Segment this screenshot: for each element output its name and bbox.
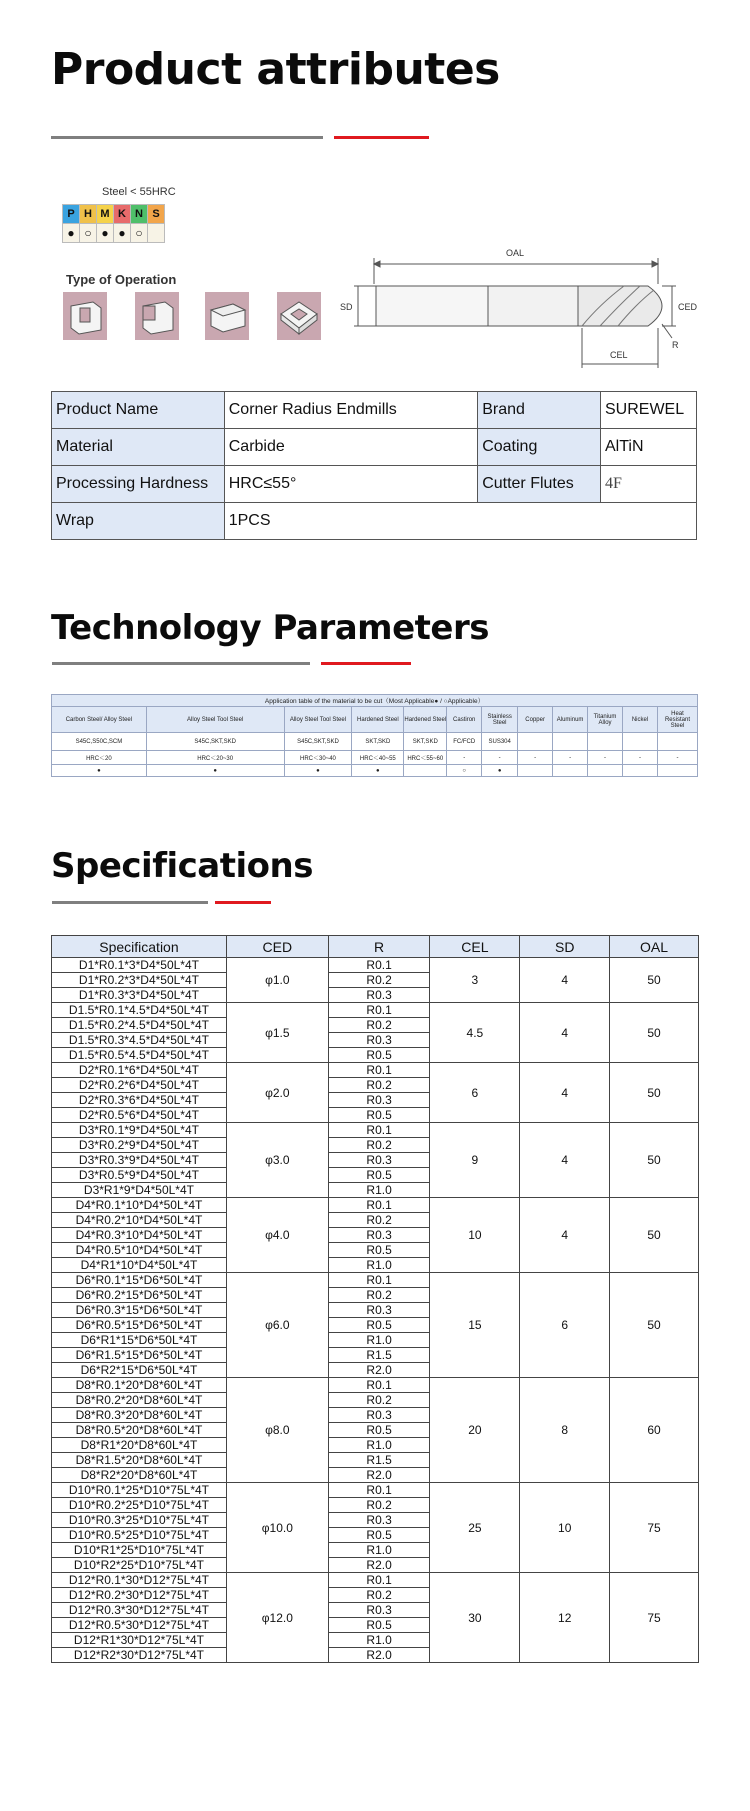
attributes-underline-red [334,136,429,139]
spec-cell-specification: D3*R0.2*9*D4*50L*4T [52,1138,227,1153]
spec-cell-specification: D1.5*R0.5*4.5*D4*50L*4T [52,1048,227,1063]
spec-row [52,1123,699,1138]
r-label: R [672,340,679,350]
application-cell: S45C,S50C,SCM [52,733,147,751]
application-cell [518,733,553,751]
application-header-cell: Titanium Alloy [588,707,623,733]
technology-underline-red [321,662,411,665]
attr-label: Wrap [52,503,225,540]
spec-cell-r: R0.2 [328,1078,430,1093]
spec-cell-r: R0.3 [328,988,430,1003]
spec-cell-r: R0.1 [328,1483,430,1498]
attr-value: Carbide [224,429,477,466]
attr-value: SUREWEL [601,392,697,429]
application-cell: - [447,751,482,765]
material-mark [148,224,165,243]
spec-cell-cel: 30 [430,1573,520,1663]
application-cell [657,733,697,751]
application-cell [518,765,553,777]
application-table-caption: Application table of the material to be cut（Most Applicable● / ○Applicable） [52,695,698,707]
spec-cell-r: R0.3 [328,1153,430,1168]
spec-cell-cel: 4.5 [430,1003,520,1063]
spec-cell-r: R0.5 [328,1243,430,1258]
spec-cell-r: R1.5 [328,1348,430,1363]
oal-label: OAL [506,248,525,258]
spec-cell-oal: 75 [610,1483,699,1573]
spec-cell-oal: 50 [610,1123,699,1198]
application-cell: ○ [447,765,482,777]
application-cell [588,765,623,777]
specifications-title: Specifications [51,846,313,886]
spec-cell-specification: D6*R1*15*D6*50L*4T [52,1333,227,1348]
pocket-milling-icon [277,292,321,340]
spec-cell-r: R0.1 [328,1378,430,1393]
application-header-cell: Copper [518,707,553,733]
spec-row [52,1198,699,1213]
material-letter: P [63,205,80,224]
spec-cell-sd: 12 [520,1573,610,1663]
spec-cell-r: R0.2 [328,1288,430,1303]
material-grid [62,204,165,243]
spec-cell-specification: D3*R1*9*D4*50L*4T [52,1183,227,1198]
spec-cell-sd: 8 [520,1378,610,1483]
spec-cell-cel: 10 [430,1198,520,1273]
application-cell: - [553,751,588,765]
spec-cell-r: R1.0 [328,1258,430,1273]
material-letter: N [131,205,148,224]
spec-cell-specification: D6*R0.1*15*D6*50L*4T [52,1273,227,1288]
application-header-cell: Stainless Steel [482,707,518,733]
spec-cell-specification: D2*R0.3*6*D4*50L*4T [52,1093,227,1108]
spec-cell-ced: φ8.0 [226,1378,328,1483]
spec-cell-r: R1.0 [328,1183,430,1198]
attr-label: Material [52,429,225,466]
spec-cell-oal: 50 [610,1273,699,1378]
spec-column-header: CED [226,936,328,958]
application-cell: SKT,SKD [352,733,404,751]
spec-cell-specification: D10*R2*25*D10*75L*4T [52,1558,227,1573]
spec-cell-specification: D8*R0.1*20*D8*60L*4T [52,1378,227,1393]
application-cell: ● [482,765,518,777]
material-letter: H [80,205,97,224]
spec-row [52,1483,699,1498]
spec-cell-r: R0.5 [328,1318,430,1333]
spec-cell-ced: φ1.5 [226,1003,328,1063]
spec-column-header: R [328,936,430,958]
spec-cell-specification: D3*R0.1*9*D4*50L*4T [52,1123,227,1138]
spec-cell-r: R0.5 [328,1528,430,1543]
spec-cell-r: R0.3 [328,1513,430,1528]
spec-cell-r: R0.3 [328,1603,430,1618]
attr-row [52,429,697,466]
application-cell: - [657,751,697,765]
attributes-title: Product attributes [51,44,500,95]
specifications-underline-gray [52,901,208,904]
attributes-table [51,391,697,540]
spec-cell-cel: 20 [430,1378,520,1483]
cel-label: CEL [610,350,628,360]
application-header-cell: Hardened Steel [352,707,404,733]
spec-cell-r: R0.1 [328,1273,430,1288]
attr-label: Coating [478,429,601,466]
operation-title: Type of Operation [66,272,177,287]
attributes-underline-gray [51,136,323,139]
spec-cell-sd: 4 [520,1198,610,1273]
spec-cell-specification: D12*R0.3*30*D12*75L*4T [52,1603,227,1618]
sd-label: SD [340,302,353,312]
attr-row [52,392,697,429]
material-letter: S [148,205,165,224]
application-header-cell: Heat Resistant Steel [657,707,697,733]
spec-row [52,1063,699,1078]
spec-cell-specification: D12*R0.1*30*D12*75L*4T [52,1573,227,1588]
application-cell [657,765,697,777]
spec-cell-specification: D2*R0.2*6*D4*50L*4T [52,1078,227,1093]
spec-cell-r: R0.3 [328,1408,430,1423]
application-header-cell: Carbon Steel/ Alloy Steel [52,707,147,733]
spec-cell-specification: D6*R2*15*D6*50L*4T [52,1363,227,1378]
spec-cell-specification: D1*R0.1*3*D4*50L*4T [52,958,227,973]
application-cell: HRC＜55~60 [404,751,447,765]
spec-cell-ced: φ10.0 [226,1483,328,1573]
spec-row [52,1003,699,1018]
spec-cell-ced: φ12.0 [226,1573,328,1663]
spec-cell-r: R0.1 [328,1573,430,1588]
application-cell: ● [146,765,284,777]
spec-cell-oal: 50 [610,1063,699,1123]
spec-cell-r: R2.0 [328,1468,430,1483]
attr-value: HRC≤55° [224,466,477,503]
application-cell: S45C,SKT,SKD [284,733,352,751]
slotting-icon [63,292,107,340]
spec-cell-ced: φ6.0 [226,1273,328,1378]
spec-cell-cel: 3 [430,958,520,1003]
spec-cell-sd: 4 [520,1123,610,1198]
attr-label: Cutter Flutes [478,466,601,503]
spec-cell-specification: D1.5*R0.2*4.5*D4*50L*4T [52,1018,227,1033]
spec-cell-oal: 60 [610,1378,699,1483]
spec-cell-specification: D6*R0.5*15*D6*50L*4T [52,1318,227,1333]
spec-cell-r: R0.2 [328,1498,430,1513]
application-header-cell: Alloy Steel Tool Steel [146,707,284,733]
spec-row [52,1573,699,1588]
spec-cell-specification: D8*R2*20*D8*60L*4T [52,1468,227,1483]
spec-cell-r: R1.0 [328,1633,430,1648]
spec-cell-r: R2.0 [328,1363,430,1378]
spec-cell-cel: 6 [430,1063,520,1123]
application-cell: FC/FCD [447,733,482,751]
material-mark: ○ [131,224,148,243]
application-header-cell: Aluminum [553,707,588,733]
spec-column-header: SD [520,936,610,958]
spec-cell-specification: D12*R0.2*30*D12*75L*4T [52,1588,227,1603]
spec-cell-r: R0.2 [328,1393,430,1408]
spec-cell-sd: 4 [520,958,610,1003]
application-cell [553,733,588,751]
spec-cell-specification: D1*R0.3*3*D4*50L*4T [52,988,227,1003]
spec-cell-specification: D3*R0.3*9*D4*50L*4T [52,1153,227,1168]
spec-column-header: Specification [52,936,227,958]
spec-cell-oal: 50 [610,1003,699,1063]
spec-cell-r: R0.5 [328,1168,430,1183]
side-milling-icon [135,292,179,340]
spec-cell-r: R0.3 [328,1228,430,1243]
application-cell: SKT,SKD [404,733,447,751]
spec-cell-specification: D1.5*R0.3*4.5*D4*50L*4T [52,1033,227,1048]
face-milling-icon [205,292,249,340]
spec-cell-specification: D8*R0.5*20*D8*60L*4T [52,1423,227,1438]
application-cell: - [623,751,658,765]
spec-cell-r: R0.1 [328,1003,430,1018]
application-cell: HRC＜20~30 [146,751,284,765]
spec-cell-r: R1.0 [328,1333,430,1348]
attr-label: Brand [478,392,601,429]
application-cell [588,733,623,751]
attr-value: Corner Radius Endmills [224,392,477,429]
application-header-cell: Nickel [623,707,658,733]
spec-table [51,935,699,1663]
material-mark: ● [63,224,80,243]
spec-cell-specification: D4*R0.2*10*D4*50L*4T [52,1213,227,1228]
spec-cell-cel: 25 [430,1483,520,1573]
application-cell: ● [284,765,352,777]
spec-column-header: OAL [610,936,699,958]
spec-cell-specification: D4*R0.1*10*D4*50L*4T [52,1198,227,1213]
attr-label: Product Name [52,392,225,429]
spec-cell-cel: 9 [430,1123,520,1198]
application-cell: HRC＜40~55 [352,751,404,765]
spec-cell-specification: D6*R0.2*15*D6*50L*4T [52,1288,227,1303]
spec-cell-specification: D2*R0.1*6*D4*50L*4T [52,1063,227,1078]
spec-cell-specification: D10*R0.1*25*D10*75L*4T [52,1483,227,1498]
spec-row [52,958,699,973]
application-header-cell: Hardened Steel [404,707,447,733]
material-mark: ● [114,224,131,243]
spec-cell-sd: 4 [520,1003,610,1063]
application-cell [404,765,447,777]
spec-cell-specification: D3*R0.5*9*D4*50L*4T [52,1168,227,1183]
spec-cell-specification: D12*R1*30*D12*75L*4T [52,1633,227,1648]
spec-cell-specification: D1.5*R0.1*4.5*D4*50L*4T [52,1003,227,1018]
spec-cell-specification: D10*R0.3*25*D10*75L*4T [52,1513,227,1528]
application-header-cell: Alloy Steel Tool Steel [284,707,352,733]
spec-cell-specification: D10*R0.5*25*D10*75L*4T [52,1528,227,1543]
spec-cell-r: R1.0 [328,1438,430,1453]
technology-title: Technology Parameters [51,608,489,648]
material-letter: K [114,205,131,224]
spec-cell-r: R0.1 [328,1198,430,1213]
endmill-diagram [338,244,698,374]
spec-cell-specification: D10*R1*25*D10*75L*4T [52,1543,227,1558]
spec-column-header: CEL [430,936,520,958]
spec-cell-oal: 50 [610,958,699,1003]
application-cell [623,765,658,777]
spec-cell-specification: D6*R1.5*15*D6*50L*4T [52,1348,227,1363]
spec-cell-r: R0.2 [328,973,430,988]
spec-cell-ced: φ1.0 [226,958,328,1003]
application-cell: ● [52,765,147,777]
attr-row [52,503,697,540]
spec-cell-cel: 15 [430,1273,520,1378]
attr-value: 4F [601,466,697,503]
spec-cell-r: R0.1 [328,958,430,973]
spec-cell-specification: D8*R1*20*D8*60L*4T [52,1438,227,1453]
material-hardness-note: Steel < 55HRC [102,186,176,198]
material-mark: ○ [80,224,97,243]
spec-cell-r: R0.1 [328,1123,430,1138]
spec-cell-specification: D2*R0.5*6*D4*50L*4T [52,1108,227,1123]
spec-cell-r: R0.3 [328,1033,430,1048]
application-cell: - [518,751,553,765]
application-cell: - [588,751,623,765]
application-cell: HRC＜20 [52,751,147,765]
application-cell [553,765,588,777]
spec-cell-r: R0.2 [328,1018,430,1033]
spec-cell-specification: D8*R1.5*20*D8*60L*4T [52,1453,227,1468]
application-cell: HRC＜30~40 [284,751,352,765]
spec-cell-r: R0.2 [328,1138,430,1153]
attr-label: Processing Hardness [52,466,225,503]
application-cell: ● [352,765,404,777]
spec-cell-sd: 10 [520,1483,610,1573]
spec-cell-oal: 50 [610,1198,699,1273]
spec-cell-sd: 4 [520,1063,610,1123]
attr-value: 1PCS [224,503,696,540]
attr-value: AlTiN [601,429,697,466]
spec-cell-r: R0.2 [328,1213,430,1228]
application-header-cell: Castiron [447,707,482,733]
spec-row [52,1378,699,1393]
spec-cell-sd: 6 [520,1273,610,1378]
spec-cell-r: R2.0 [328,1558,430,1573]
ced-label: CED [678,302,698,312]
spec-cell-r: R0.2 [328,1588,430,1603]
application-cell [623,733,658,751]
application-cell: S45C,SKT,SKD [146,733,284,751]
spec-cell-r: R2.0 [328,1648,430,1663]
specifications-underline-red [215,901,271,904]
spec-cell-specification: D10*R0.2*25*D10*75L*4T [52,1498,227,1513]
spec-cell-ced: φ3.0 [226,1123,328,1198]
spec-cell-specification: D12*R0.5*30*D12*75L*4T [52,1618,227,1633]
spec-cell-ced: φ4.0 [226,1198,328,1273]
spec-cell-specification: D4*R1*10*D4*50L*4T [52,1258,227,1273]
spec-cell-r: R0.3 [328,1303,430,1318]
spec-cell-specification: D12*R2*30*D12*75L*4T [52,1648,227,1663]
spec-cell-r: R0.5 [328,1423,430,1438]
spec-cell-r: R1.5 [328,1453,430,1468]
spec-cell-specification: D4*R0.5*10*D4*50L*4T [52,1243,227,1258]
spec-cell-specification: D8*R0.2*20*D8*60L*4T [52,1393,227,1408]
technology-underline-gray [52,662,310,665]
spec-cell-specification: D8*R0.3*20*D8*60L*4T [52,1408,227,1423]
spec-cell-r: R0.3 [328,1093,430,1108]
spec-cell-specification: D4*R0.3*10*D4*50L*4T [52,1228,227,1243]
spec-cell-specification: D6*R0.3*15*D6*50L*4T [52,1303,227,1318]
material-letter: M [97,205,114,224]
spec-cell-oal: 75 [610,1573,699,1663]
application-cell: SUS304 [482,733,518,751]
spec-cell-ced: φ2.0 [226,1063,328,1123]
spec-cell-r: R0.5 [328,1108,430,1123]
material-mark: ● [97,224,114,243]
application-cell: - [482,751,518,765]
spec-cell-r: R0.5 [328,1618,430,1633]
spec-row [52,1273,699,1288]
attr-row [52,466,697,503]
spec-cell-specification: D1*R0.2*3*D4*50L*4T [52,973,227,988]
spec-cell-r: R0.1 [328,1063,430,1078]
application-table [51,694,698,777]
spec-cell-r: R0.5 [328,1048,430,1063]
spec-cell-r: R1.0 [328,1543,430,1558]
